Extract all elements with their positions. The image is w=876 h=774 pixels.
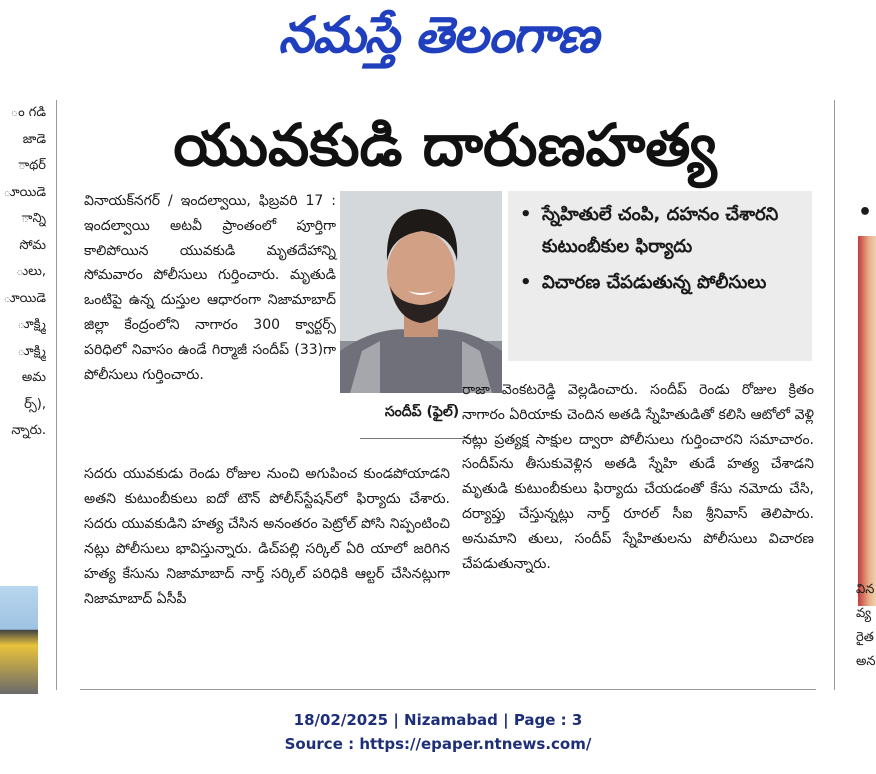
column-divider [834, 100, 835, 690]
bullet-icon: • [858, 200, 873, 225]
right-column-line: విన [856, 582, 875, 597]
left-column-line: ాథర్ [18, 158, 46, 173]
right-column-photo [858, 236, 876, 606]
lead-paragraph: వినాయక్‌నగర్ / ఇందల్వాయి, ఫిబ్రవరి 17 : ఇందల్వాయి అటవీ ప్రాంతంలో పూర్తిగా కాలిపోయిన యువకుడి మృతదేహాన్ని సోమవారం పోలీసులు గుర్తించారు. మృతుడి ఒంటిపై ఉన్న దుస్తుల ఆధారంగా నిజామాబాద్ జిల్లా కేంద్రంలోని నాగారం 300 క్వార్టర్స్ పరిధిలో నివాసం ఉండే గిర్మాజీ సందీప్ (33)గా పోలీసులు గుర్తించారు. [84, 193, 336, 383]
right-column-line: అన [856, 654, 876, 669]
article-body-right [462, 378, 814, 576]
article-photo [340, 191, 502, 393]
highlight-item [516, 199, 804, 263]
page-footer [0, 708, 876, 756]
left-column-line: ులు, [16, 264, 46, 279]
right-column-line: వ్య [856, 606, 872, 621]
masthead-title: నమస్తే తెలంగాణ [278, 6, 598, 64]
left-column-line: ూక్ష్మి [17, 317, 46, 332]
footer-source-line[interactable]: Source : https://epaper.ntnews.com/ [284, 735, 592, 753]
body-paragraph: రాజా వెంకటరెడ్డి వెల్లడించారు. సందీప్ రెండు రోజుల క్రితం నాగారం ఏరియాకు చెందిన అతడి స్నేహితుడితో కలిసి ఆటోలో వెళ్లి నట్లు ప్రత్యక్ష సాక్షుల ద్వారా పోలీసులు గుర్తించారని సమాచారం. సందీప్‌ను తీసుకువెళ్లిన అతడి స్నేహి తుడే హత్య చేశాడని మృతుడి కుటుంబీకులు ఫిర్యాదు చేయడంతో కేసు నమోదు చేసి, దర్యాప్తు చేస్తున్నట్లు నార్త్ రూరల్ సీఐ శ్రీనివాస్ తెలిపారు. అనుమాని తులు, సందీప్ స్నేహితులను పోలీసులు విచారణ చేపడుతున్నారు. [462, 382, 814, 572]
left-column-line: జాడె [22, 131, 46, 147]
left-column-line: సోమ [19, 237, 46, 253]
left-column-line: ం గడి [10, 105, 46, 120]
left-column-photo [0, 586, 38, 694]
bullet-icon: • [520, 204, 532, 225]
highlights-list [516, 199, 804, 299]
highlight-text: స్నేహితులే చంపి, దహనం చేశారని కుటుంబీకుల ఫిర్యాదు [542, 204, 779, 257]
photo-caption: సందీప్ (ఫైల్) [384, 404, 460, 420]
masthead [0, 0, 876, 78]
portrait-image [340, 191, 502, 393]
body-paragraph: సదరు యువకుడు రెండు రోజుల నుంచి అగుపించ కుండపోయాడని అతని కుటుంబీకులు ఐదో టౌన్ పోలీస్‌స్టేషన్‌లో ఫిర్యాదు చేశారు. సదరు యువకుడిని హత్య చేసిన అనంతరం పెట్రోల్ పోసి నిప్పంటించి నట్లు పోలీసులు భావిస్తున్నారు. డిచ్‌పల్లి సర్కిల్ ఏరి యాలో జరిగిన హత్య కేసును నిజామాబాద్ నార్త్ సర్కిల్ పరిధికి ఆల్టర్ చేసినట్లుగా నిజామాబాద్ ఏసీపీ [84, 466, 450, 607]
highlights-box [508, 191, 812, 361]
left-column-line: ర్స్), [24, 396, 46, 412]
right-column-line: రైత [856, 630, 874, 645]
highlight-item [516, 267, 804, 299]
left-column-line: ూక్ష్మి [17, 343, 46, 359]
column-divider [56, 100, 57, 690]
left-column-line: ూయిడె [3, 184, 46, 200]
right-column-text [856, 578, 876, 674]
left-column-line: న్నారు. [11, 423, 46, 438]
article-body-wide [84, 462, 450, 612]
article-lead-text [84, 189, 336, 387]
article-headline: యువకుడి దారుణహత్య [173, 111, 717, 179]
right-column-fragment [836, 100, 876, 700]
article-bottom-rule [80, 689, 816, 690]
left-column-fragment [0, 100, 46, 480]
left-column-line: ాన్ని [21, 211, 46, 226]
left-column-line: అమ [21, 370, 46, 385]
left-column-line: ూయిడె [3, 290, 46, 306]
highlight-text: విచారణ చేపడుతున్న పోలీసులు [542, 272, 767, 293]
bullet-icon: • [520, 272, 532, 293]
footer-date-line: 18/02/2025 | Nizamabad | Page : 3 [293, 711, 583, 729]
